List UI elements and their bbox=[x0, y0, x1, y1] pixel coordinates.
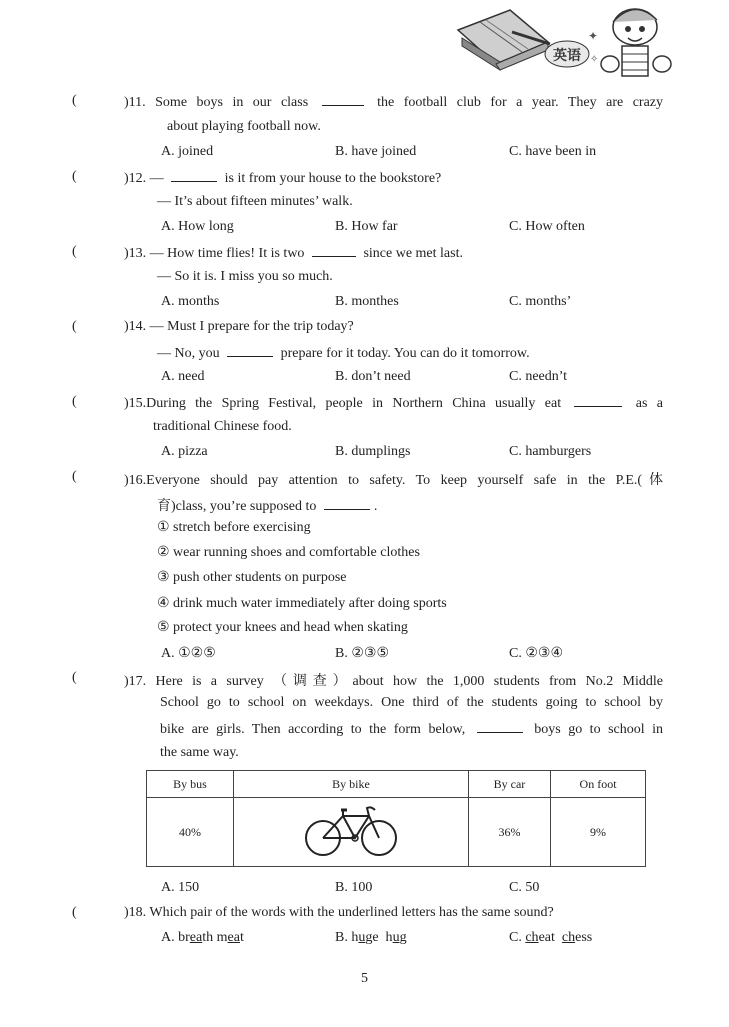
option-b: B. have joined bbox=[335, 144, 417, 159]
q11-stem: )11. Some boys in our class the football club for a year. They are crazy bbox=[124, 95, 664, 110]
q16-item-3: ③ push other students on purpose bbox=[157, 570, 347, 585]
answer-blank bbox=[322, 93, 364, 106]
q16-item-5: ⑤ protect your knees and head when skating bbox=[157, 620, 408, 635]
option-b: B. How far bbox=[335, 219, 398, 234]
option-a: A. need bbox=[161, 369, 205, 384]
q11-stem-line2: about playing football now. bbox=[167, 119, 321, 134]
header-by-bus: By bus bbox=[147, 771, 234, 798]
q13-stem-line2: — So it is. I miss you so much. bbox=[157, 269, 333, 284]
page-number: 5 bbox=[361, 971, 368, 986]
value-by-car: 36% bbox=[468, 798, 550, 867]
survey-table bbox=[146, 770, 646, 867]
value-on-foot: 9% bbox=[551, 798, 646, 867]
option-a: A. How long bbox=[161, 219, 234, 234]
answer-paren: ( bbox=[72, 169, 77, 184]
option-b: B. monthes bbox=[335, 294, 399, 309]
q16-item-4: ④ drink much water immediately after doing sports bbox=[157, 596, 447, 611]
svg-text:✦: ✦ bbox=[588, 29, 599, 43]
q12-stem-line2: — It’s about fifteen minutes’ walk. bbox=[157, 194, 353, 209]
answer-paren: ( bbox=[72, 319, 77, 334]
answer-paren: ( bbox=[72, 905, 77, 920]
answer-paren: ( bbox=[72, 93, 77, 108]
subject-label: 英语 bbox=[553, 48, 581, 64]
q17-stem: )17. Here is a survey （调查）about how the 1,000 students from No.2 Middle bbox=[124, 674, 664, 689]
answer-blank bbox=[574, 394, 622, 407]
table-row bbox=[147, 798, 646, 867]
answer-paren: ( bbox=[72, 394, 77, 409]
q16-stem: )16.Everyone should pay attention to safety. To keep yourself safe in the P.E.(体 bbox=[124, 473, 663, 488]
option-b: B. dumplings bbox=[335, 444, 411, 459]
q16-item-1: ① stretch before exercising bbox=[157, 520, 311, 535]
table-header-row bbox=[147, 771, 646, 798]
book-and-cartoon-icon bbox=[450, 2, 690, 87]
bike-picture-cell bbox=[234, 798, 469, 867]
answer-blank bbox=[227, 344, 273, 357]
header-on-foot: On foot bbox=[551, 771, 646, 798]
q17-stem-line2: School go to school on weekdays. One third of the students going to school by bbox=[160, 695, 663, 710]
answer-paren: ( bbox=[72, 469, 77, 484]
answer-blank bbox=[477, 720, 523, 733]
header-by-car: By car bbox=[468, 771, 550, 798]
option-c: C. needn’t bbox=[509, 369, 568, 384]
option-c: C. months’ bbox=[509, 294, 572, 309]
option-a: A. ①②⑤ bbox=[161, 646, 216, 661]
q17-stem-line4: the same way. bbox=[160, 745, 239, 760]
q14-stem: )14. — Must I prepare for the trip today? bbox=[124, 319, 354, 334]
header-illustration bbox=[450, 2, 690, 92]
answer-blank bbox=[312, 244, 356, 257]
q15-stem-line2: traditional Chinese food. bbox=[153, 419, 292, 434]
option-c: C. have been in bbox=[509, 144, 597, 159]
option-c: C. ②③④ bbox=[509, 646, 563, 661]
answer-paren: ( bbox=[72, 244, 77, 259]
q17-stem-line3: bike are girls. Then according to the form below, boys go to school in bbox=[160, 722, 664, 737]
option-c: C. How often bbox=[509, 219, 585, 234]
q14-stem-line2: — No, you prepare for it today. You can do it tomorrow. bbox=[157, 346, 530, 361]
header-by-bike: By bike bbox=[234, 771, 469, 798]
option-a: A. 150 bbox=[161, 880, 200, 895]
option-a: A. pizza bbox=[161, 444, 208, 459]
answer-paren: ( bbox=[72, 670, 77, 685]
q18-stem: )18. Which pair of the words with the underlined letters has the same sound? bbox=[124, 905, 554, 920]
answer-blank bbox=[324, 497, 370, 510]
option-c: C. cheat chess bbox=[509, 930, 593, 945]
option-b: B. ②③⑤ bbox=[335, 646, 389, 661]
option-c: C. 50 bbox=[509, 880, 540, 895]
q13-stem: )13. — How time flies! It is two since we met last. bbox=[124, 246, 463, 261]
option-b: B. don’t need bbox=[335, 369, 411, 384]
q16-item-2: ② wear running shoes and comfortable clothes bbox=[157, 545, 420, 560]
option-a: A. joined bbox=[161, 144, 214, 159]
q12-stem: )12. — is it from your house to the bookstore? bbox=[124, 171, 442, 186]
svg-text:✧: ✧ bbox=[590, 54, 599, 65]
answer-blank bbox=[171, 169, 217, 182]
value-by-bus: 40% bbox=[147, 798, 234, 867]
q16-stem-line2: 育)class, you’re supposed to . bbox=[157, 499, 378, 514]
option-c: C. hamburgers bbox=[509, 444, 592, 459]
option-a: A. breath meat bbox=[161, 930, 244, 945]
bicycle-icon bbox=[303, 802, 399, 858]
q15-stem: )15.During the Spring Festival, people in Northern China usually eat as a bbox=[124, 396, 663, 411]
option-b: B. huge hug bbox=[335, 930, 407, 945]
option-b: B. 100 bbox=[335, 880, 373, 895]
option-a: A. months bbox=[161, 294, 220, 309]
